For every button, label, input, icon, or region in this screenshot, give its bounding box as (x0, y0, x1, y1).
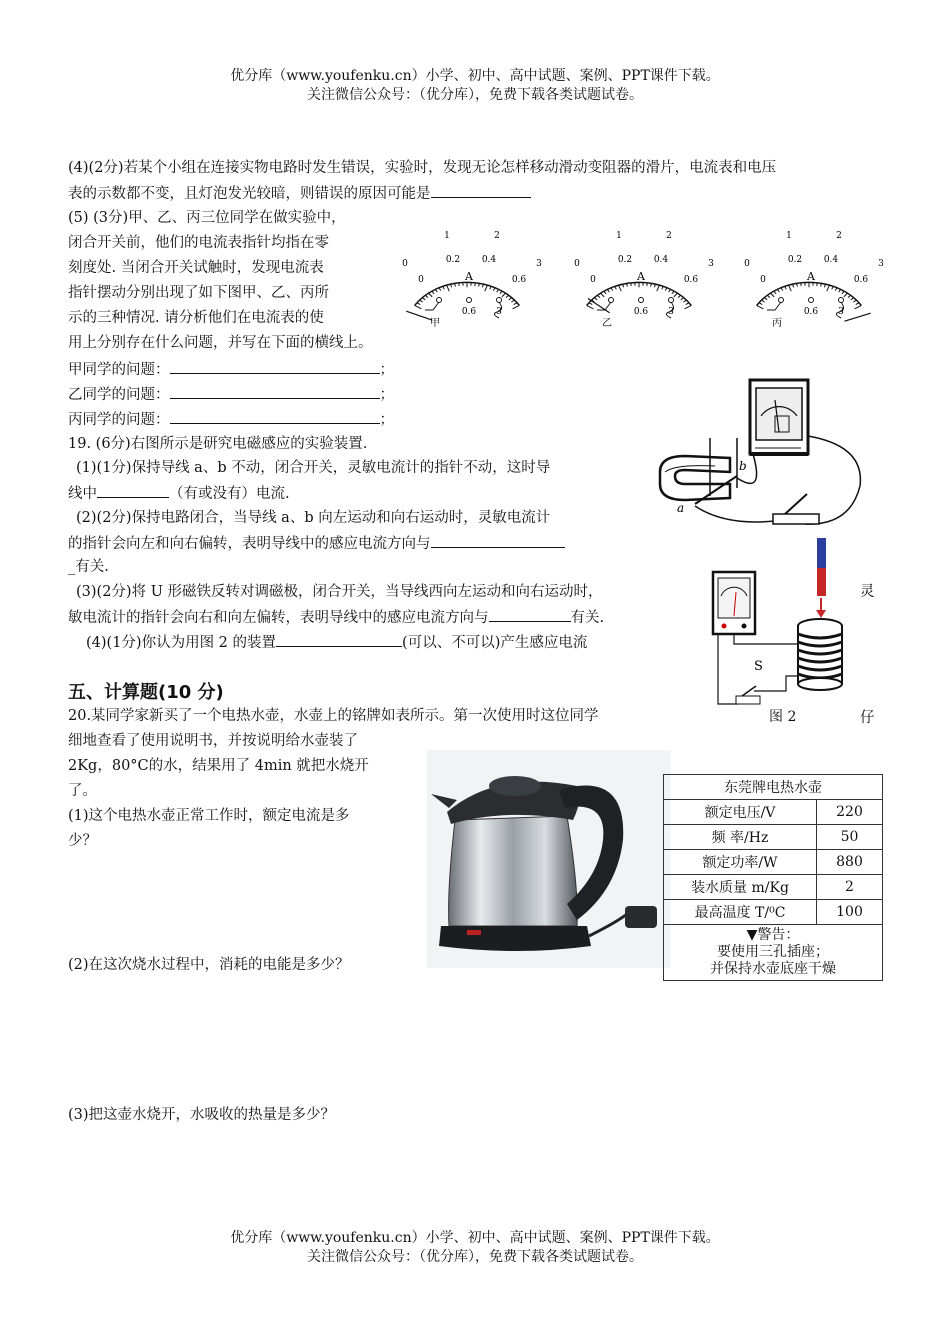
q20-line: 了。 (68, 783, 97, 799)
ammeter-tick (485, 285, 488, 291)
q19-p4-line (86, 630, 587, 655)
page-header-line1: 优分库（www.youfenku.cn）小学、初中、高中试题、案例、PPT课件下载。 (230, 68, 720, 84)
ammeter-tick (443, 286, 445, 289)
answer-blank[interactable] (170, 357, 380, 374)
label-b: b (739, 459, 747, 473)
warning-line-1: 要使用三孔插座； (717, 944, 829, 960)
ammeter-terminal-label: 0.6 (803, 307, 819, 317)
ammeter-tick (685, 305, 692, 308)
ammeter-label-top-2: 2 (494, 231, 500, 241)
ammeter-label-mid-1: 0.2 (787, 255, 803, 265)
nameplate-value: 2 (817, 875, 883, 900)
ammeter-figures (395, 222, 885, 332)
ammeter-tick (432, 291, 434, 294)
nameplate-row (664, 850, 883, 875)
nameplate-value: 50 (817, 825, 883, 850)
ammeter-needle (406, 311, 432, 320)
q19-p3-line1: (3)(2分)将 U 形磁铁反转对调磁极，闭合开关，当导线西向左运动和向右运动时， (76, 584, 603, 600)
ammeter-label-right-top: 3 (536, 259, 542, 269)
ammeter-tick (817, 283, 818, 286)
q20-line1: 20.某同学家新买了一个电热水壶，水壶上的铭牌如表所示。第一次使用时这位同学 (68, 708, 599, 724)
nameplate-warning (664, 925, 883, 981)
ammeter-label-mid-1: 0.2 (617, 255, 633, 265)
ammeter-tick (832, 286, 834, 289)
ammeter-label-top-1: 1 (786, 231, 792, 241)
switch-label-s: S (754, 659, 763, 674)
ammeter-tick (757, 305, 764, 308)
answer-blank[interactable] (170, 382, 380, 399)
q18-p5-line: 闭合开关前，他们的电流表指针均指在零 (68, 235, 329, 251)
ammeter-tick (422, 298, 425, 300)
q19-p3-right-char: 灵 (860, 584, 875, 600)
q19-p1-pre: 线中 (68, 486, 97, 502)
ammeter-label-left: 0 (574, 259, 580, 269)
ammeter-tick (770, 293, 774, 297)
q20-line: 少？ (68, 833, 97, 849)
ammeter-label-top-1: 1 (444, 231, 450, 241)
ammeter-terminal (437, 298, 442, 303)
ammeter-caption: 丙 (772, 318, 782, 329)
ammeter-label-right-top: 3 (878, 259, 884, 269)
q19-p3-line2 (68, 605, 604, 630)
ammeter-label-right-mid: 0.6 (511, 275, 527, 285)
ammeter-tick (678, 295, 681, 297)
ammeter-tick (631, 283, 632, 286)
ammeter-tick (597, 295, 600, 297)
ammeter-tick (490, 286, 492, 289)
ammeter-terminal (839, 298, 844, 303)
answer-label: 甲同学的问题： (68, 362, 170, 378)
answer-end: ； (379, 362, 394, 378)
ammeter-tick (853, 300, 856, 302)
q20-line: 2Kg，80°C的水，结果用了 4min 就把水烧开 (68, 758, 369, 774)
ammeter-unit: A (465, 270, 473, 283)
q18-p4-text: 表的示数都不变，且灯泡发光较暗，则错误的原因可能是 (68, 186, 431, 202)
nameplate-title: 东莞牌电热水壶 (664, 775, 883, 800)
ammeter-label-zero: 0 (760, 275, 766, 285)
ammeter-wire (425, 302, 439, 310)
answer-line (68, 382, 394, 407)
ammeter-tick (500, 291, 502, 294)
ammeter-tick (600, 293, 604, 297)
answer-blank[interactable] (489, 605, 571, 622)
ammeter-tick (587, 305, 594, 308)
answer-label: 丙同学的问题： (68, 412, 170, 428)
q20-line: 细地查看了使用说明书，并按说明给水壶装了 (68, 733, 358, 749)
induction-apparatus-figure (655, 376, 885, 536)
ammeter-terminal (497, 298, 502, 303)
ammeter-tick (475, 283, 476, 286)
q18-p4-line2 (68, 181, 531, 206)
q20-q3: (3)把这壶水烧开，水吸收的热量是多少？ (68, 1107, 336, 1123)
ammeter-tick (511, 300, 514, 302)
q19-p1-post: （有或没有）电流. (169, 486, 290, 502)
ammeter-label-mid-2: 0.4 (481, 255, 497, 265)
ammeter-unit: A (807, 270, 815, 283)
ammeter-tick (785, 286, 787, 289)
ammeter-tick (669, 289, 671, 292)
q19-p3-post: 有关. (570, 610, 605, 626)
ammeter-terminal (779, 298, 784, 303)
q19-p4-pre: (4)(1分)你认为用图 2 的装置 (86, 635, 277, 651)
nameplate-label: 频 率/Hz (664, 825, 817, 850)
ammeter-tick (619, 285, 622, 291)
ammeter-tick (447, 285, 450, 291)
ammeter-label-mid-2: 0.4 (653, 255, 669, 265)
ammeter-tick (774, 291, 776, 294)
nameplate-label: 额定电压/V (664, 800, 817, 825)
ammeter-tick (789, 285, 792, 291)
answer-end: ； (379, 387, 394, 403)
ammeter-tick (855, 305, 862, 308)
answer-blank[interactable] (276, 630, 402, 647)
q18-p5-line: 指针摆动分别出现了如下图甲、乙、丙所 (68, 285, 329, 301)
answer-blank[interactable] (431, 531, 565, 548)
ammeter-label-right-top: 3 (708, 259, 714, 269)
ammeter-tick (674, 293, 678, 297)
q19-p2-line1: (2)(2分)保持电路闭合，当导线 a、b 向左运动和向右运动时，灵敏电流计 (76, 510, 551, 526)
nameplate-row (664, 800, 883, 825)
ammeter-terminal-label: 0.6 (461, 307, 477, 317)
ammeter-tick (514, 303, 517, 305)
answer-line (68, 357, 394, 382)
q18-p4-line1: (4)(2分)若某个小组在连接实物电路时发生错误，实验时，发现无论怎样移动滑动变阻器的滑片，电流表和电压 (68, 160, 777, 176)
q19-p2-line2 (68, 531, 565, 556)
ammeter-unit: A (637, 270, 645, 283)
ammeter-tick (686, 303, 689, 305)
ammeter-wire (767, 302, 781, 310)
q19-p2-text: 的指针会向左和向右偏转，表明导线中的感应电流方向与 (68, 536, 431, 552)
ammeter-terminal-label: 3 (496, 307, 502, 317)
ammeter-terminal-label: 3 (838, 307, 844, 317)
q19-p2-line3: _有关. (68, 559, 109, 575)
kettle-nameplate-table (663, 774, 883, 981)
nameplate-row (664, 900, 883, 925)
ammeter-label-right-mid: 0.6 (683, 275, 699, 285)
nameplate-label: 额定功率/W (664, 850, 817, 875)
ammeter-tick (777, 289, 779, 292)
q19-p1-line1: (1)(1分)保持导线 a、b 不动，闭合开关，灵敏电流计的指针不动，这时导 (76, 460, 551, 476)
ammeter-tick (502, 293, 506, 297)
q20-q2: (2)在这次烧水过程中，消耗的电能是多少？ (68, 957, 350, 973)
q19-p1-line2 (68, 481, 290, 506)
section-5-heading: 五、计算题(10 分) (68, 682, 224, 703)
ammeter-tick (497, 289, 499, 292)
ammeter-tick (589, 303, 592, 305)
q18-p5-line: (5) (3分)甲、乙、丙三位同学在做实验中， (68, 210, 346, 226)
nameplate-label: 最高温度 T/⁰C (664, 900, 817, 925)
ammeter-terminal (639, 298, 644, 303)
ammeter-tick (827, 285, 830, 291)
ammeter-needle (845, 313, 871, 321)
ammeter-label-left: 0 (402, 259, 408, 269)
q18-p5-line: 刻度处. 当闭合开关试触时，发现电流表 (68, 260, 324, 276)
ammeter-tick (662, 286, 664, 289)
ammeter-label-mid-2: 0.4 (823, 255, 839, 265)
ammeter-tick (594, 298, 597, 300)
answer-blank[interactable] (431, 181, 531, 198)
ammeter-tick (415, 305, 422, 308)
ammeter-tick (762, 300, 765, 302)
ammeter-caption: 甲 (430, 318, 440, 329)
ammeter-label-top-1: 1 (616, 231, 622, 241)
page-footer-line1: 优分库（www.youfenku.cn）小学、初中、高中试题、案例、PPT课件下载。 (230, 1230, 720, 1246)
ammeter-tick (420, 300, 423, 302)
warning-title: ▼警告： (746, 927, 800, 943)
ammeter-tick (615, 286, 617, 289)
ammeter-tick (604, 291, 606, 294)
ammeter-tick (417, 303, 420, 305)
ammeter-tick (856, 303, 859, 305)
ammeter-tick (851, 298, 854, 300)
ammeter-label-top-2: 2 (666, 231, 672, 241)
ammeter-tick (759, 303, 762, 305)
nameplate-value: 220 (817, 800, 883, 825)
ammeter-terminal (669, 298, 674, 303)
ammeter-tick (683, 300, 686, 302)
ammeter-label-mid-1: 0.2 (445, 255, 461, 265)
electric-kettle-image (427, 750, 671, 968)
page-footer-line2: 关注微信公众号：（优分库），免费下载各类试题试卷。 (307, 1249, 643, 1265)
answer-blank[interactable] (97, 481, 169, 498)
ammeter-tick (657, 285, 660, 291)
ammeter-needle (588, 299, 610, 313)
ammeter-tick (459, 283, 460, 286)
ammeter-tick (767, 295, 770, 297)
ammeter-tick (844, 293, 848, 297)
ammeter-tick (764, 298, 767, 300)
ammeter-tick (506, 295, 509, 297)
nameplate-label: 装水质量 m/Kg (664, 875, 817, 900)
ammeter-tick (672, 291, 674, 294)
ammeter-tick (607, 289, 609, 292)
ammeter-label-top-2: 2 (836, 231, 842, 241)
ammeter-terminal-label: 3 (668, 307, 674, 317)
nameplate-value: 100 (817, 900, 883, 925)
nameplate-row (664, 875, 883, 900)
ammeter-tick (425, 295, 428, 297)
label-a: a (677, 501, 685, 515)
q18-p5-line: 示的三种情况. 请分析他们在电流表的使 (68, 310, 324, 326)
q19-p4-post: (可以、不可以)产生感应电流 (402, 635, 588, 651)
ammeter-tick (435, 289, 437, 292)
answer-blank[interactable] (170, 407, 380, 424)
side-char: 仔 (860, 710, 875, 726)
ammeter-label-zero: 0 (590, 275, 596, 285)
ammeter-terminal (609, 298, 614, 303)
ammeter-terminal-label: 0.6 (633, 307, 649, 317)
answer-label: 乙同学的问题： (68, 387, 170, 403)
ammeter-tick (681, 298, 684, 300)
nameplate-row (664, 825, 883, 850)
ammeter-tick (513, 305, 520, 308)
ammeter-tick (428, 293, 432, 297)
warning-line-2: 并保持水壶底座干燥 (710, 961, 836, 977)
ammeter-tick (647, 283, 648, 286)
nameplate-value: 880 (817, 850, 883, 875)
ammeter-tick (509, 298, 512, 300)
page-header-line2: 关注微信公众号：（优分库），免费下载各类试题试卷。 (307, 87, 643, 103)
ammeter-tick (801, 283, 802, 286)
figure-2-coil-galvanometer (708, 536, 853, 706)
q20-line: (1)这个电热水壶正常工作时，额定电流是多 (68, 808, 350, 824)
q19-title: 19. (6分)右图所示是研究电磁感应的实验装置. (68, 436, 368, 452)
answer-end: ； (379, 412, 394, 428)
ammeter-tick (848, 295, 851, 297)
figure-2-caption: 图 2 (769, 709, 797, 725)
ammeter-terminal (467, 298, 472, 303)
ammeter-tick (842, 291, 844, 294)
q19-p3-pre: 敏电流计的指针会向右和向左偏转，表明导线中的感应电流方向与 (68, 610, 489, 626)
ammeter-label-zero: 0 (418, 275, 424, 285)
ammeter-tick (839, 289, 841, 292)
q18-p5-line: 用上分别存在什么问题，并写在下面的横线上。 (68, 335, 373, 351)
ammeter-caption: 乙 (602, 318, 612, 329)
answer-line (68, 407, 394, 432)
ammeter-label-left: 0 (744, 259, 750, 269)
ammeter-terminal (809, 298, 814, 303)
ammeter-label-right-mid: 0.6 (853, 275, 869, 285)
